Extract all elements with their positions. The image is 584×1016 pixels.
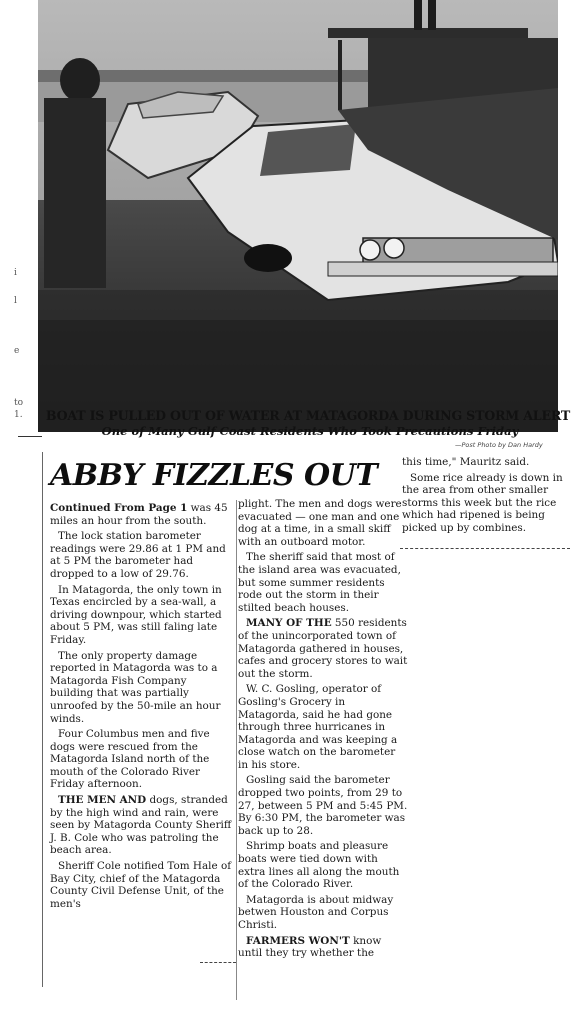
paragraph: Some rice already is down in the area from other smaller storms this week but the rice which had ripened is being picked up by combines. (402, 471, 563, 534)
article-column-2 (238, 498, 408, 963)
paragraph: THE MEN AND dogs, stranded by the high wind and rain, were seen by Matagorda County Sheriff J. B. Cole who was patroling the beach area. (50, 794, 232, 857)
photo-caption-title: BOAT IS PULLED OUT OF WATER AT MATAGORDA DURING STORM ALERT (45, 408, 571, 423)
article-column-3 (402, 456, 574, 538)
paragraph: Matagorda is about midway betwen Houston and Corpus Christi. (238, 893, 394, 931)
article-headline: ABBY FIZZLES OUT (50, 458, 378, 493)
margin-mark: e (14, 346, 20, 356)
photo-credit: —Post Photo by Dan Hardy (455, 441, 543, 449)
paragraph: The sheriff said that most of the island area was evacuated, but some summer residents rode out the storm in their stilted beach houses. (238, 551, 401, 614)
boat-on-trailer-photo-icon (38, 0, 558, 432)
paragraph: plight. The men and dogs were evacuated — one man and one dog at a time, in a small skiff with an outboard motor. (238, 498, 402, 548)
article-column-1 (50, 502, 232, 913)
margin-mark: 1. (14, 410, 23, 420)
paragraph: W. C. Gosling, operator of Gosling's Grocery in Matagorda, said he had gone through three hurricanes in Matagorda and was keeping a close watch on the barometer in his store. (238, 683, 398, 771)
paragraph: In Matagorda, the only town in Texas encircled by a sea-wall, a driving downpour, which started about 5 PM, was still faling late Friday. (50, 583, 222, 646)
column-rule (42, 452, 43, 987)
paragraph: Continued From Page 1 was 45 miles an hour from the south. (50, 502, 228, 527)
column-rule (236, 500, 237, 1000)
paragraph: FARMERS WON'T know until they try whether the (238, 934, 382, 960)
paragraph: Sheriff Cole notified Tom Hale of Bay City, chief of the Matagorda County Civil Defense Unit, of the men's (50, 860, 232, 910)
news-photo (38, 0, 558, 432)
margin-mark: l (14, 296, 17, 306)
margin-mark: i (14, 268, 17, 278)
paragraph: The lock station barometer readings were 29.86 at 1 PM and at 5 PM the barometer had dropped to a low of 29.76. (50, 530, 226, 580)
paragraph: Gosling said the barometer dropped two points, from 29 to 27, between 5 PM and 5:45 PM. By 6:30 PM, the barometer was back up to 28. (238, 774, 408, 837)
photo-caption-subtitle: One of Many Gulf Coast Residents Who Took Precautions Friday (101, 424, 519, 438)
paragraph: this time," Mauritz said. (402, 456, 530, 468)
column-end-rule (200, 962, 236, 963)
caption-rule (18, 436, 42, 437)
column-break-rule (400, 548, 570, 549)
paragraph: Shrimp boats and pleasure boats were tied down with extra lines all along the mouth of the Colorado River. (238, 840, 400, 891)
paragraph: The only property damage reported in Matagorda was to a Matagorda Fish Company building that was partially unroofed by the 50-mile an hour winds. (50, 649, 221, 725)
paragraph: Four Columbus men and five dogs were rescued from the Matagorda Island north of the mouth of the Colorado River Friday afternoon. (50, 728, 210, 791)
paragraph: MANY OF THE 550 residents of the unincorporated town of Matagorda gathered in houses, cafes and grocery stores to wait out the storm. (238, 617, 408, 680)
margin-mark: to (14, 398, 24, 408)
